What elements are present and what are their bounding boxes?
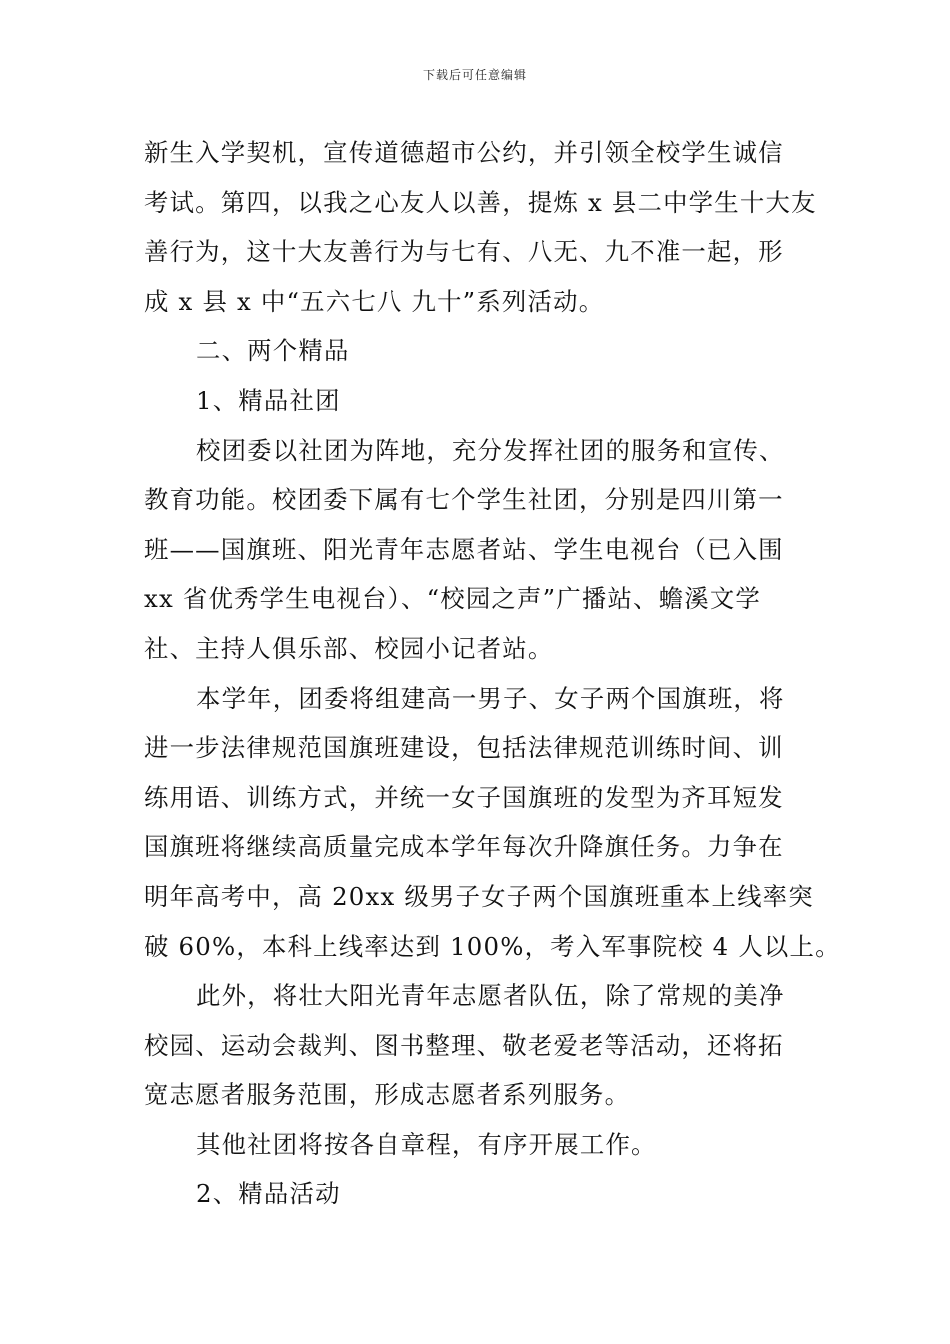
subsection-heading: 2、精品活动 <box>196 1179 341 1209</box>
text-line: 班——国旗班、阳光青年志愿者站、学生电视台（已入围 <box>144 534 784 564</box>
text-line: 成 x 县 x 中“五六七八 九十”系列活动。 <box>144 286 605 316</box>
text-line: 国旗班将继续高质量完成本学年每次升降旗任务。力争在 <box>144 832 784 862</box>
text-line: 校园、运动会裁判、图书整理、敬老爱老等活动，还将拓 <box>144 1030 784 1060</box>
text-line: 破 60%，本科上线率达到 100%，考入军事院校 4 人以上。 <box>144 931 841 961</box>
paragraph-start: 此外，将壮大阳光青年志愿者队伍，除了常规的美净 <box>196 981 785 1011</box>
section-heading: 二、两个精品 <box>196 336 350 366</box>
text-line: 教育功能。校团委下属有七个学生社团，分别是四川第一 <box>144 485 784 515</box>
text-line: 练用语、训练方式，并统一女子国旗班的发型为齐耳短发 <box>144 782 784 812</box>
subsection-heading: 1、精品社团 <box>196 385 341 415</box>
text-line: 进一步法律规范国旗班建设，包括法律规范训练时间、训 <box>144 733 784 763</box>
paragraph-start: 本学年，团委将组建高一男子、女子两个国旗班，将 <box>196 683 785 713</box>
paragraph-start: 校团委以社团为阵地，充分发挥社团的服务和宣传、 <box>196 435 785 465</box>
text-line: 社、主持人俱乐部、校园小记者站。 <box>144 633 554 663</box>
text-line: 明年高考中，高 20xx 级男子女子两个国旗班重本上线率突 <box>144 881 814 911</box>
text-line: 善行为，这十大友善行为与七有、八无、九不准一起，形 <box>144 237 784 267</box>
page-header-note: 下载后可任意编辑 <box>422 68 527 82</box>
text-line: 新生入学契机，宣传道德超市公约，并引领全校学生诚信 <box>144 138 784 167</box>
document-body <box>144 128 841 1219</box>
paragraph-start: 其他社团将按各自章程，有序开展工作。 <box>196 1129 657 1159</box>
text-line: 宽志愿者服务范围，形成志愿者系列服务。 <box>144 1080 631 1110</box>
text-line: 考试。第四，以我之心友人以善，提炼 x 县二中学生十大友 <box>144 187 817 217</box>
text-line: xx 省优秀学生电视台）、“校园之声”广播站、蟾溪文学 <box>144 584 761 614</box>
